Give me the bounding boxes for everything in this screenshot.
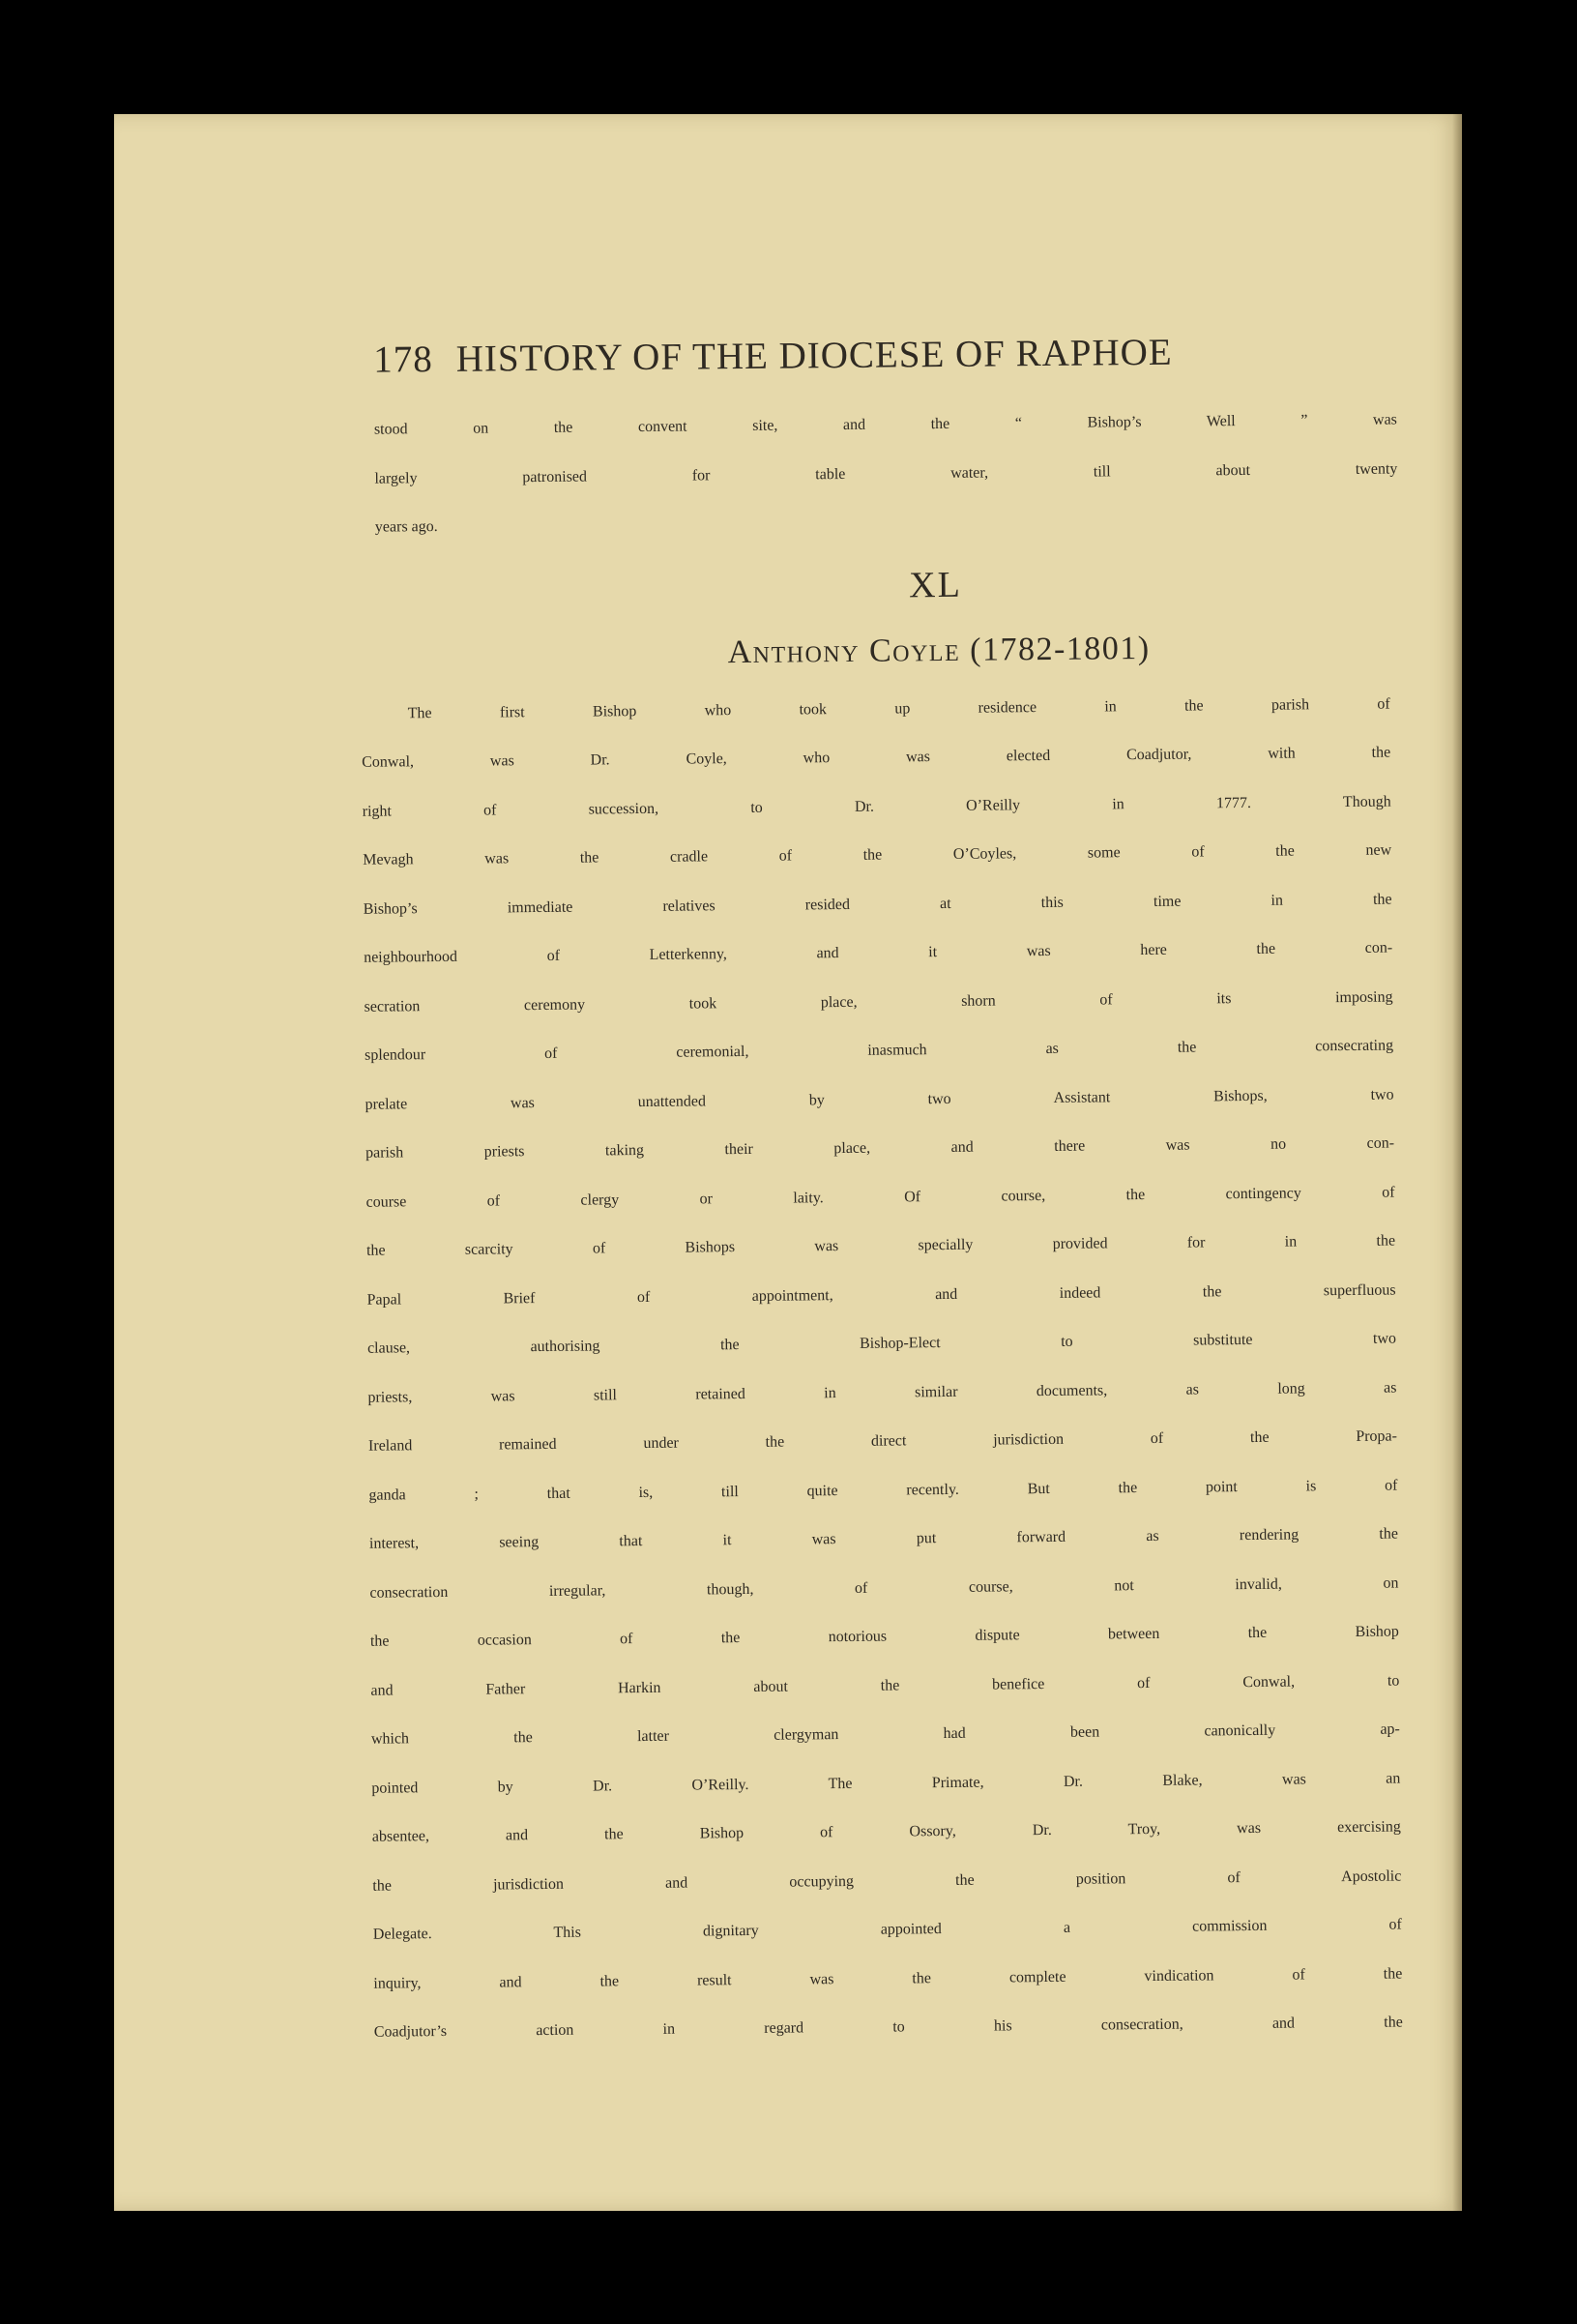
running-title: HISTORY OF THE DIOCESE OF RAPHOE — [455, 331, 1173, 380]
text-block — [336, 327, 1519, 2057]
continuation-paragraph — [374, 396, 1398, 552]
text-line: Mevagh was the cradle of the O’Coyles, some of the new — [363, 841, 1392, 868]
text-line: priests, was still retained in similar documents, as long as — [367, 1379, 1397, 1406]
text-line: Ireland remained under the direct jurisdiction of the Propa- — [367, 1427, 1398, 1455]
section-numeral: XL — [908, 564, 963, 605]
text-line: secration ceremony took place, shorn of its imposing — [364, 988, 1393, 1015]
text-line: neighbourhood of Letterkenny, and it was here the con- — [364, 939, 1393, 966]
text-line: Coadjutor’s action in regard to his consecration, and the — [373, 2014, 1403, 2041]
text-line: the occasion of the notorious dispute between the Bishop — [369, 1623, 1399, 1650]
text-line: splendour of ceremonial, inasmuch as the consecrating — [365, 1037, 1394, 1064]
text-line: Papal Brief of appointment, and indeed the superfluous — [366, 1281, 1396, 1309]
text-line: Delegate. This dignitary appointed a commission of — [372, 1916, 1402, 1943]
text-line: consecration irregular, though, of course, not invalid, on — [369, 1574, 1399, 1602]
text-line: which the latter clergyman had been canonically ap- — [370, 1721, 1400, 1748]
body-paragraph — [361, 680, 1403, 2057]
text-line: the scarcity of Bishops was specially provided for in the — [365, 1232, 1396, 1259]
text-line: pointed by Dr. O’Reilly. The Primate, Dr. Blake, was an — [371, 1770, 1401, 1797]
text-line: parish priests taking their place, and there was no con- — [365, 1134, 1395, 1162]
text-line: and Father Harkin about the benefice of Conwal, to — [370, 1672, 1400, 1699]
text-line: the jurisdiction and occupying the position of Apostolic — [372, 1868, 1402, 1895]
text-line: clause, authorising the Bishop-Elect to substitute two — [366, 1330, 1397, 1357]
text-line: largely patronised for table water, till about twenty — [374, 459, 1398, 487]
text-line: ganda ; that is, till quite recently. But the point is of — [368, 1477, 1398, 1504]
text-line: years ago. — [374, 518, 438, 536]
text-line: absentee, and the Bishop of Ossory, Dr. Troy, was exercising — [371, 1818, 1401, 1845]
section-heading: Anthony Coyle (1782-1801) — [727, 630, 1151, 670]
text-line: prelate was unattended by two Assistant Bishops, two — [365, 1086, 1394, 1113]
text-line: The first Bishop who took up residence in the parish of — [407, 695, 1390, 721]
book-page — [114, 114, 1462, 2211]
text-line: Bishop’s immediate relatives resided at this time in the — [363, 891, 1392, 918]
page-number: 178 — [373, 338, 433, 381]
running-head — [373, 327, 1500, 405]
text-line: interest, seeing that it was put forward as rendering the — [368, 1525, 1398, 1552]
text-line: course of clergy or laity. Of course, the contingency of — [365, 1184, 1395, 1211]
text-line: stood on the convent site, and the “ Bishop’s Well ” was — [373, 411, 1397, 438]
text-line: right of succession, to Dr. O’Reilly in 1777. Though — [362, 793, 1391, 820]
text-line: inquiry, and the result was the complete vindication of the — [373, 1964, 1403, 1992]
text-line: Conwal, was Dr. Coyle, who was elected Coadjutor, with the — [362, 744, 1391, 771]
